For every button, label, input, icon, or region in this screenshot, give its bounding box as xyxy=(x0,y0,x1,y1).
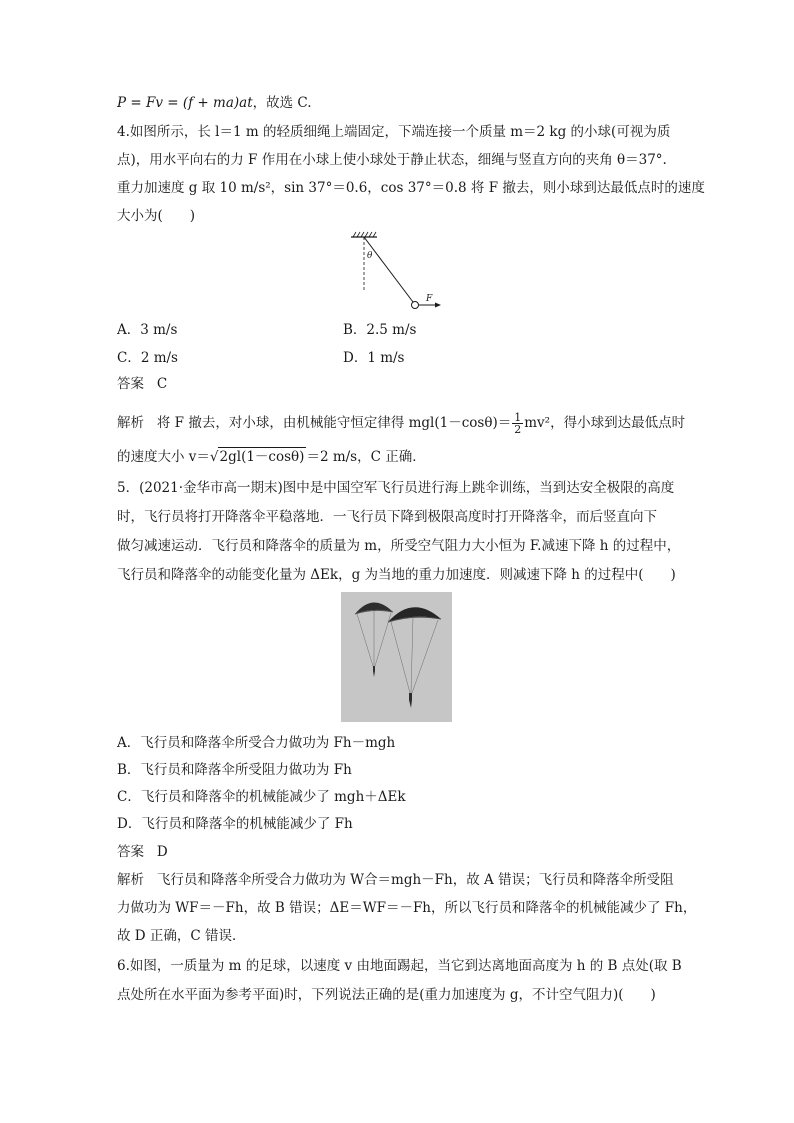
analysis-text: ＝2 m/s，C 正确． xyxy=(306,449,426,465)
fraction-numerator: 1 xyxy=(514,411,522,424)
force-arrowhead xyxy=(435,303,441,308)
answer-label: 答案 xyxy=(117,376,144,392)
q4-option-b: B．2.5 m/s xyxy=(343,322,417,338)
q3-conclusion-line xyxy=(117,94,312,112)
q5-analysis-line-1 xyxy=(117,871,674,889)
q4-answer xyxy=(117,375,167,393)
force-label: F xyxy=(426,294,433,304)
q5-option-c: C．飞行员和降落伞的机械能减少了 mgh＋ΔEk xyxy=(117,789,406,805)
q5-option-d: D．飞行员和降落伞的机械能减少了 Fh xyxy=(117,816,353,832)
analysis-text: 飞行员和降落伞所受合力做功为 W合＝mgh－Fh，故 A 错误；飞行员和降落伞所受阻 xyxy=(156,872,674,888)
q5-analysis-line-2: 力做功为 WF＝－Fh，故 B 错误；ΔE＝WF＝－Fh，所以飞行员和降落伞的机械能减少了 Fh， xyxy=(117,900,697,916)
q5-option-a: A．飞行员和降落伞所受合力做功为 Fh－mgh xyxy=(117,735,396,751)
q4-analysis-line-1 xyxy=(117,412,685,435)
q4-option-d: D．1 m/s xyxy=(343,350,405,366)
q4-option-a: A．3 m/s xyxy=(117,322,178,338)
q6-stem-line-2: 点处所在水平面为参考平面)时，下列说法正确的是(重力加速度为 g，不计空气阻力)( ) xyxy=(117,987,656,1003)
q5-stem-line-2: 时，飞行员将打开降落伞平稳落地．一飞行员下降到极限高度时打开降落伞，而后竖直向下 xyxy=(117,509,657,525)
parachute-training-photo xyxy=(341,592,452,722)
q4-stem-line-1: 4.如图所示，长 l＝1 m 的轻质细绳上端固定，下端连接一个质量 m＝2 kg 的小球(可视为质 xyxy=(117,124,671,140)
string xyxy=(364,237,413,302)
analysis-label: 解析 xyxy=(117,415,144,431)
theta-label: θ xyxy=(367,251,373,261)
q4-stem-line-3: 重力加速度 g 取 10 m/s²，sin 37°＝0.6，cos 37°＝0.8 将 F 撤去，则小球到达最低点时的速度 xyxy=(117,180,705,196)
ball xyxy=(412,302,419,309)
q6-stem-line-1: 6.如图，一质量为 m 的足球，以速度 v 由地面踢起，当它到达离地面高度为 h 的 B 点处(取 B xyxy=(117,958,682,974)
q5-stem-line-4: 飞行员和降落伞的动能变化量为 ΔEk，g 为当地的重力加速度．则减速下降 h 的过程中( ) xyxy=(117,567,676,583)
answer-value: C xyxy=(156,376,168,392)
q4-stem-line-2: 点)，用水平向右的力 F 作用在小球上使小球处于静止状态，细绳与竖直方向的夹角 θ＝37°. xyxy=(117,152,667,168)
analysis-text: 将 F 撤去，对小球，由机械能守恒定律得 mgl(1－cosθ)＝ xyxy=(156,415,512,431)
analysis-text: mv²，得小球到达最低点时 xyxy=(524,415,686,431)
q4-stem-line-4: 大小为( ) xyxy=(117,208,196,224)
fraction-denominator: 2 xyxy=(514,423,522,436)
fraction-one-half xyxy=(512,412,523,435)
sqrt-radicand: 2gl(1－cosθ) xyxy=(219,449,305,465)
q4-option-c: C．2 m/s xyxy=(117,350,178,366)
conclusion-text: ，故选 C. xyxy=(252,95,312,111)
q5-stem-line-1: 5．(2021·金华市高一期末)图中是中国空军飞行员进行海上跳伞训练，当到达安全极限的高度 xyxy=(117,480,675,496)
answer-label: 答案 xyxy=(117,844,144,860)
pendulum-diagram xyxy=(345,228,455,316)
power-formula: P = Fv = (f + ma)at xyxy=(117,95,253,111)
answer-value: D xyxy=(156,844,168,860)
sqrt-sign: √ xyxy=(209,449,219,465)
q5-option-b: B．飞行员和降落伞所受阻力做功为 Fh xyxy=(117,762,352,778)
q5-stem-line-3: 做匀减速运动．飞行员和降落伞的质量为 m，所受空气阻力大小恒为 F.减速下降 h 的过程中， xyxy=(117,538,681,554)
parachute-illustration xyxy=(341,592,452,722)
q5-answer xyxy=(117,843,168,861)
q4-analysis-line-2 xyxy=(117,447,426,466)
q5-analysis-line-3: 故 D 正确，C 错误． xyxy=(117,928,246,944)
ceiling-support xyxy=(351,232,377,237)
analysis-text: 的速度大小 v＝ xyxy=(117,449,210,465)
analysis-label: 解析 xyxy=(117,872,144,888)
